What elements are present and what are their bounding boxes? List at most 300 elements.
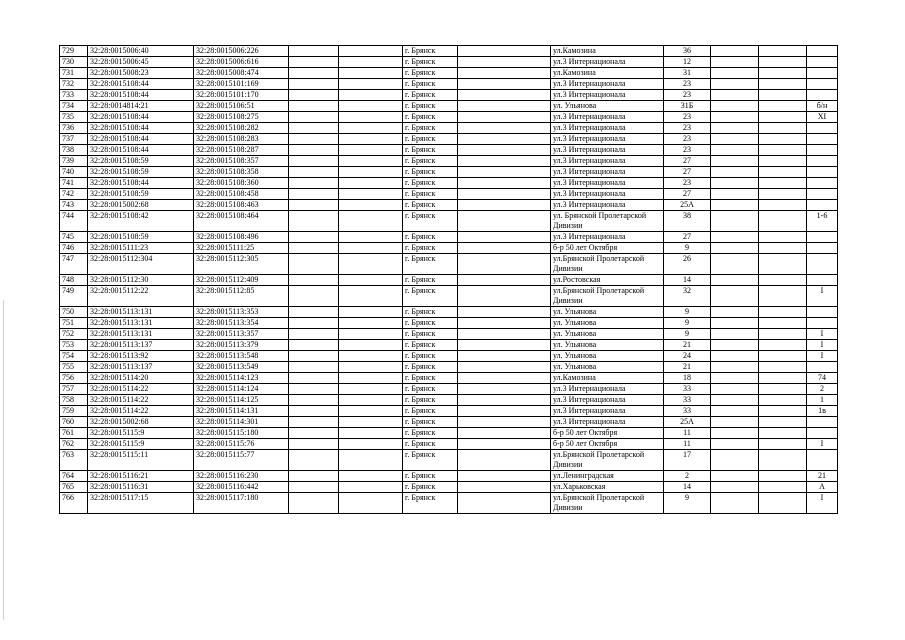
- cell-premises-number: [807, 428, 838, 439]
- cell-house-number: 25А: [664, 417, 711, 428]
- cell-empty: [339, 286, 403, 307]
- cell-empty: [711, 156, 759, 167]
- cell-cadastral-parcel: 32:28:0015113:131: [88, 307, 194, 318]
- cell-premises-number: [807, 307, 838, 318]
- cell-city: г. Брянск: [403, 450, 458, 471]
- cell-premises-number: I: [807, 351, 838, 362]
- cell-row-number: 749: [60, 286, 88, 307]
- cell-empty: [289, 417, 339, 428]
- cell-street: ул.3 Интернационала: [551, 384, 664, 395]
- cell-street: ул.Брянской Пролетарской Дивизии: [551, 286, 664, 307]
- cell-cadastral-parcel: 32:28:0015108:59: [88, 156, 194, 167]
- cell-row-number: 747: [60, 254, 88, 275]
- cell-city: г. Брянск: [403, 406, 458, 417]
- cell-city: г. Брянск: [403, 373, 458, 384]
- cell-empty: [339, 134, 403, 145]
- cell-street: ул.3 Интернационала: [551, 167, 664, 178]
- cell-empty: [759, 384, 807, 395]
- cell-empty: [339, 493, 403, 514]
- cell-empty: [711, 351, 759, 362]
- cell-empty: [458, 189, 551, 200]
- cell-row-number: 735: [60, 112, 88, 123]
- cell-empty: [711, 57, 759, 68]
- cell-empty: [711, 200, 759, 211]
- cell-cadastral-parcel: 32:28:0015006:40: [88, 46, 194, 57]
- cell-empty: [711, 189, 759, 200]
- cell-empty: [759, 211, 807, 232]
- cell-empty: [759, 307, 807, 318]
- cell-empty: [289, 406, 339, 417]
- cell-empty: [711, 68, 759, 79]
- cell-cadastral-object: 32:28:0015108:283: [194, 134, 289, 145]
- table-row: [60, 46, 838, 57]
- cell-house-number: 33: [664, 406, 711, 417]
- cell-empty: [458, 351, 551, 362]
- cell-cadastral-object: 32:28:0015108:458: [194, 189, 289, 200]
- cell-street: ул. Ульянова: [551, 329, 664, 340]
- cell-empty: [289, 340, 339, 351]
- cell-cadastral-parcel: 32:28:0015008:23: [88, 68, 194, 79]
- cell-empty: [711, 134, 759, 145]
- cell-empty: [759, 46, 807, 57]
- cell-empty: [458, 406, 551, 417]
- cell-empty: [711, 79, 759, 90]
- table-row: [60, 57, 838, 68]
- cell-cadastral-object: 32:28:0015006:226: [194, 46, 289, 57]
- cell-row-number: 765: [60, 482, 88, 493]
- cell-cadastral-object: 32:28:0015113:549: [194, 362, 289, 373]
- cell-empty: [759, 189, 807, 200]
- cell-empty: [339, 46, 403, 57]
- cell-empty: [759, 395, 807, 406]
- cell-row-number: 746: [60, 243, 88, 254]
- cell-empty: [711, 254, 759, 275]
- cell-empty: [339, 439, 403, 450]
- cell-empty: [759, 178, 807, 189]
- cell-row-number: 733: [60, 90, 88, 101]
- cell-empty: [458, 167, 551, 178]
- cell-empty: [289, 362, 339, 373]
- cell-premises-number: 2: [807, 384, 838, 395]
- cell-empty: [759, 417, 807, 428]
- cell-house-number: 2: [664, 471, 711, 482]
- cell-city: г. Брянск: [403, 232, 458, 243]
- cell-empty: [289, 46, 339, 57]
- table-row: [60, 406, 838, 417]
- cell-row-number: 741: [60, 178, 88, 189]
- cell-row-number: 729: [60, 46, 88, 57]
- table-row: [60, 90, 838, 101]
- cell-empty: [289, 101, 339, 112]
- cell-premises-number: [807, 200, 838, 211]
- table-row: [60, 351, 838, 362]
- table-row: [60, 200, 838, 211]
- cell-premises-number: 1: [807, 395, 838, 406]
- cell-cadastral-parcel: 32:28:0015115:9: [88, 439, 194, 450]
- cell-house-number: 9: [664, 307, 711, 318]
- cell-street: ул. Ульянова: [551, 362, 664, 373]
- cell-row-number: 751: [60, 318, 88, 329]
- cell-empty: [339, 471, 403, 482]
- cell-cadastral-parcel: 32:28:0015002:68: [88, 417, 194, 428]
- cell-premises-number: I: [807, 493, 838, 514]
- cell-house-number: 25А: [664, 200, 711, 211]
- cell-empty: [289, 156, 339, 167]
- cell-premises-number: I: [807, 439, 838, 450]
- table-row: [60, 318, 838, 329]
- cell-street: ул.3 Интернационала: [551, 395, 664, 406]
- cell-empty: [759, 428, 807, 439]
- cell-row-number: 763: [60, 450, 88, 471]
- cell-empty: [458, 123, 551, 134]
- cell-empty: [458, 329, 551, 340]
- table-row: [60, 145, 838, 156]
- table-row: [60, 254, 838, 275]
- cell-empty: [458, 439, 551, 450]
- cell-empty: [289, 493, 339, 514]
- cell-street: ул.Камозина: [551, 373, 664, 384]
- cell-empty: [339, 275, 403, 286]
- cell-street: ул.Брянской Пролетарской Дивизии: [551, 450, 664, 471]
- cell-cadastral-parcel: 32:28:0015115:9: [88, 428, 194, 439]
- cell-street: ул.3 Интернационала: [551, 123, 664, 134]
- cell-empty: [289, 482, 339, 493]
- cell-city: г. Брянск: [403, 384, 458, 395]
- table-row: [60, 373, 838, 384]
- cell-empty: [339, 373, 403, 384]
- cell-cadastral-parcel: 32:28:0015002:68: [88, 200, 194, 211]
- cell-empty: [289, 211, 339, 232]
- cell-empty: [759, 232, 807, 243]
- cell-premises-number: [807, 145, 838, 156]
- cell-empty: [458, 254, 551, 275]
- cell-empty: [289, 373, 339, 384]
- cell-empty: [711, 243, 759, 254]
- cell-empty: [289, 57, 339, 68]
- cell-house-number: 31Б: [664, 101, 711, 112]
- cell-city: г. Брянск: [403, 243, 458, 254]
- cell-cadastral-object: 32:28:0015114:131: [194, 406, 289, 417]
- cell-house-number: 36: [664, 46, 711, 57]
- cell-cadastral-object: 32:28:0015112:85: [194, 286, 289, 307]
- cell-street: ул. Ульянова: [551, 340, 664, 351]
- table-row: [60, 243, 838, 254]
- cell-cadastral-object: 32:28:0015116:230: [194, 471, 289, 482]
- cell-city: г. Брянск: [403, 493, 458, 514]
- cell-empty: [289, 307, 339, 318]
- cell-cadastral-object: 32:28:0015006:616: [194, 57, 289, 68]
- cell-cadastral-parcel: 32:28:0015113:131: [88, 318, 194, 329]
- cell-house-number: 32: [664, 286, 711, 307]
- cell-empty: [711, 362, 759, 373]
- cell-city: г. Брянск: [403, 112, 458, 123]
- cell-cadastral-object: 32:28:0015114:125: [194, 395, 289, 406]
- table-row: [60, 482, 838, 493]
- cell-cadastral-object: 32:28:0015115:76: [194, 439, 289, 450]
- cell-row-number: 743: [60, 200, 88, 211]
- cell-street: ул.Брянской Пролетарской Дивизии: [551, 493, 664, 514]
- cell-street: ул.3 Интернационала: [551, 90, 664, 101]
- cell-row-number: 740: [60, 167, 88, 178]
- cell-premises-number: [807, 275, 838, 286]
- cell-row-number: 753: [60, 340, 88, 351]
- cell-cadastral-object: 32:28:0015108:275: [194, 112, 289, 123]
- cell-city: г. Брянск: [403, 329, 458, 340]
- cell-empty: [289, 232, 339, 243]
- table-row: [60, 286, 838, 307]
- registry-table: [59, 45, 838, 514]
- cell-house-number: 23: [664, 145, 711, 156]
- cell-empty: [711, 112, 759, 123]
- cell-cadastral-object: 32:28:0015114:124: [194, 384, 289, 395]
- cell-house-number: 27: [664, 232, 711, 243]
- cell-empty: [759, 57, 807, 68]
- cell-cadastral-parcel: 32:28:0015114:22: [88, 384, 194, 395]
- cell-street: ул. Ульянова: [551, 307, 664, 318]
- cell-empty: [458, 362, 551, 373]
- cell-house-number: 9: [664, 243, 711, 254]
- cell-empty: [711, 318, 759, 329]
- cell-premises-number: XI: [807, 112, 838, 123]
- cell-cadastral-parcel: 32:28:0015108:44: [88, 123, 194, 134]
- registry-rows: [60, 46, 838, 514]
- cell-empty: [711, 167, 759, 178]
- cell-row-number: 758: [60, 395, 88, 406]
- table-row: [60, 156, 838, 167]
- cell-empty: [759, 123, 807, 134]
- cell-empty: [339, 123, 403, 134]
- cell-empty: [458, 211, 551, 232]
- cell-empty: [711, 439, 759, 450]
- cell-empty: [458, 318, 551, 329]
- cell-street: ул.Камозина: [551, 68, 664, 79]
- cell-house-number: 14: [664, 482, 711, 493]
- cell-empty: [711, 307, 759, 318]
- cell-empty: [759, 450, 807, 471]
- cell-city: г. Брянск: [403, 123, 458, 134]
- cell-empty: [458, 428, 551, 439]
- cell-row-number: 732: [60, 79, 88, 90]
- cell-cadastral-object: 32:28:0015108:287: [194, 145, 289, 156]
- cell-empty: [458, 307, 551, 318]
- cell-empty: [458, 101, 551, 112]
- cell-premises-number: [807, 243, 838, 254]
- cell-city: г. Брянск: [403, 340, 458, 351]
- cell-street: ул.Ленинградская: [551, 471, 664, 482]
- cell-city: г. Брянск: [403, 439, 458, 450]
- cell-house-number: 23: [664, 90, 711, 101]
- cell-empty: [289, 134, 339, 145]
- cell-city: г. Брянск: [403, 395, 458, 406]
- table-row: [60, 384, 838, 395]
- cell-premises-number: б/н: [807, 101, 838, 112]
- cell-cadastral-object: 32:28:0015108:463: [194, 200, 289, 211]
- cell-premises-number: [807, 57, 838, 68]
- cell-row-number: 756: [60, 373, 88, 384]
- cell-street: ул.3 Интернационала: [551, 200, 664, 211]
- cell-street: ул. Ульянова: [551, 351, 664, 362]
- cell-empty: [759, 254, 807, 275]
- cell-house-number: 21: [664, 362, 711, 373]
- cell-row-number: 737: [60, 134, 88, 145]
- cell-empty: [289, 79, 339, 90]
- cell-empty: [339, 254, 403, 275]
- cell-empty: [458, 134, 551, 145]
- table-row: [60, 471, 838, 482]
- cell-row-number: 766: [60, 493, 88, 514]
- cell-empty: [458, 46, 551, 57]
- cell-empty: [711, 329, 759, 340]
- cell-empty: [339, 351, 403, 362]
- cell-premises-number: 74: [807, 373, 838, 384]
- cell-row-number: 730: [60, 57, 88, 68]
- cell-empty: [458, 156, 551, 167]
- cell-empty: [289, 384, 339, 395]
- cell-house-number: 23: [664, 123, 711, 134]
- cell-cadastral-object: 32:28:0015101:170: [194, 90, 289, 101]
- cell-cadastral-object: 32:28:0015108:496: [194, 232, 289, 243]
- cell-empty: [711, 178, 759, 189]
- cell-empty: [458, 145, 551, 156]
- cell-empty: [289, 450, 339, 471]
- cell-house-number: 27: [664, 189, 711, 200]
- cell-empty: [711, 482, 759, 493]
- cell-empty: [711, 406, 759, 417]
- cell-empty: [759, 156, 807, 167]
- cell-city: г. Брянск: [403, 156, 458, 167]
- cell-row-number: 754: [60, 351, 88, 362]
- cell-city: г. Брянск: [403, 57, 458, 68]
- cell-street: б-р 50 лет Октября: [551, 243, 664, 254]
- cell-empty: [339, 178, 403, 189]
- cell-empty: [289, 112, 339, 123]
- cell-city: г. Брянск: [403, 46, 458, 57]
- table-row: [60, 439, 838, 450]
- table-row: [60, 79, 838, 90]
- cell-cadastral-parcel: 32:28:0015114:20: [88, 373, 194, 384]
- cell-empty: [759, 439, 807, 450]
- cell-empty: [711, 384, 759, 395]
- cell-empty: [759, 329, 807, 340]
- cell-premises-number: [807, 90, 838, 101]
- cell-street: ул.Камозина: [551, 46, 664, 57]
- cell-cadastral-object: 32:28:0015113:353: [194, 307, 289, 318]
- table-row: [60, 329, 838, 340]
- cell-house-number: 27: [664, 156, 711, 167]
- table-row: [60, 123, 838, 134]
- cell-empty: [711, 90, 759, 101]
- cell-city: г. Брянск: [403, 101, 458, 112]
- cell-city: г. Брянск: [403, 428, 458, 439]
- cell-empty: [759, 145, 807, 156]
- cell-empty: [759, 406, 807, 417]
- cell-city: г. Брянск: [403, 90, 458, 101]
- cell-empty: [711, 123, 759, 134]
- cell-house-number: 31: [664, 68, 711, 79]
- cell-empty: [289, 351, 339, 362]
- cell-cadastral-parcel: 32:28:0015111:23: [88, 243, 194, 254]
- cell-empty: [458, 417, 551, 428]
- cell-cadastral-parcel: 32:28:0015108:59: [88, 232, 194, 243]
- cell-empty: [289, 200, 339, 211]
- cell-premises-number: [807, 167, 838, 178]
- cell-cadastral-parcel: 32:28:0015108:44: [88, 90, 194, 101]
- cell-premises-number: 1в: [807, 406, 838, 417]
- cell-row-number: 738: [60, 145, 88, 156]
- cell-empty: [759, 340, 807, 351]
- cell-empty: [458, 286, 551, 307]
- cell-empty: [458, 493, 551, 514]
- cell-street: ул.3 Интернационала: [551, 79, 664, 90]
- cell-city: г. Брянск: [403, 145, 458, 156]
- cell-cadastral-object: 32:28:0015108:358: [194, 167, 289, 178]
- cell-empty: [289, 471, 339, 482]
- cell-row-number: 739: [60, 156, 88, 167]
- cell-empty: [339, 232, 403, 243]
- cell-empty: [339, 406, 403, 417]
- cell-row-number: 742: [60, 189, 88, 200]
- cell-empty: [339, 395, 403, 406]
- cell-empty: [458, 482, 551, 493]
- cell-cadastral-object: 32:28:0015116:442: [194, 482, 289, 493]
- cell-city: г. Брянск: [403, 351, 458, 362]
- table-row: [60, 211, 838, 232]
- cell-empty: [289, 178, 339, 189]
- cell-premises-number: I: [807, 340, 838, 351]
- cell-cadastral-parcel: 32:28:0015113:92: [88, 351, 194, 362]
- cell-street: б-р 50 лет Октября: [551, 439, 664, 450]
- cell-premises-number: [807, 156, 838, 167]
- cell-empty: [759, 362, 807, 373]
- table-row: [60, 101, 838, 112]
- cell-premises-number: [807, 318, 838, 329]
- cell-empty: [759, 471, 807, 482]
- cell-city: г. Брянск: [403, 189, 458, 200]
- cell-empty: [759, 373, 807, 384]
- table-row: [60, 178, 838, 189]
- cell-empty: [289, 254, 339, 275]
- cell-empty: [289, 275, 339, 286]
- cell-cadastral-parcel: 32:28:0015117:15: [88, 493, 194, 514]
- cell-street: ул.3 Интернационала: [551, 156, 664, 167]
- cell-house-number: 14: [664, 275, 711, 286]
- cell-house-number: 11: [664, 428, 711, 439]
- cell-cadastral-object: 32:28:0015112:409: [194, 275, 289, 286]
- cell-street: ул.3 Интернационала: [551, 417, 664, 428]
- cell-empty: [289, 90, 339, 101]
- table-row: [60, 340, 838, 351]
- cell-empty: [458, 384, 551, 395]
- cell-city: г. Брянск: [403, 318, 458, 329]
- cell-row-number: 759: [60, 406, 88, 417]
- cell-empty: [711, 275, 759, 286]
- cell-empty: [339, 307, 403, 318]
- cell-cadastral-parcel: 32:28:0015115:11: [88, 450, 194, 471]
- cell-house-number: 26: [664, 254, 711, 275]
- cell-empty: [711, 493, 759, 514]
- cell-city: г. Брянск: [403, 211, 458, 232]
- cell-house-number: 38: [664, 211, 711, 232]
- cell-empty: [289, 167, 339, 178]
- cell-cadastral-object: 32:28:0015111:25: [194, 243, 289, 254]
- cell-empty: [339, 243, 403, 254]
- cell-empty: [458, 178, 551, 189]
- cell-empty: [759, 134, 807, 145]
- cell-cadastral-object: 32:28:0015114:301: [194, 417, 289, 428]
- cell-row-number: 745: [60, 232, 88, 243]
- cell-empty: [339, 156, 403, 167]
- cell-cadastral-parcel: 32:28:0015112:304: [88, 254, 194, 275]
